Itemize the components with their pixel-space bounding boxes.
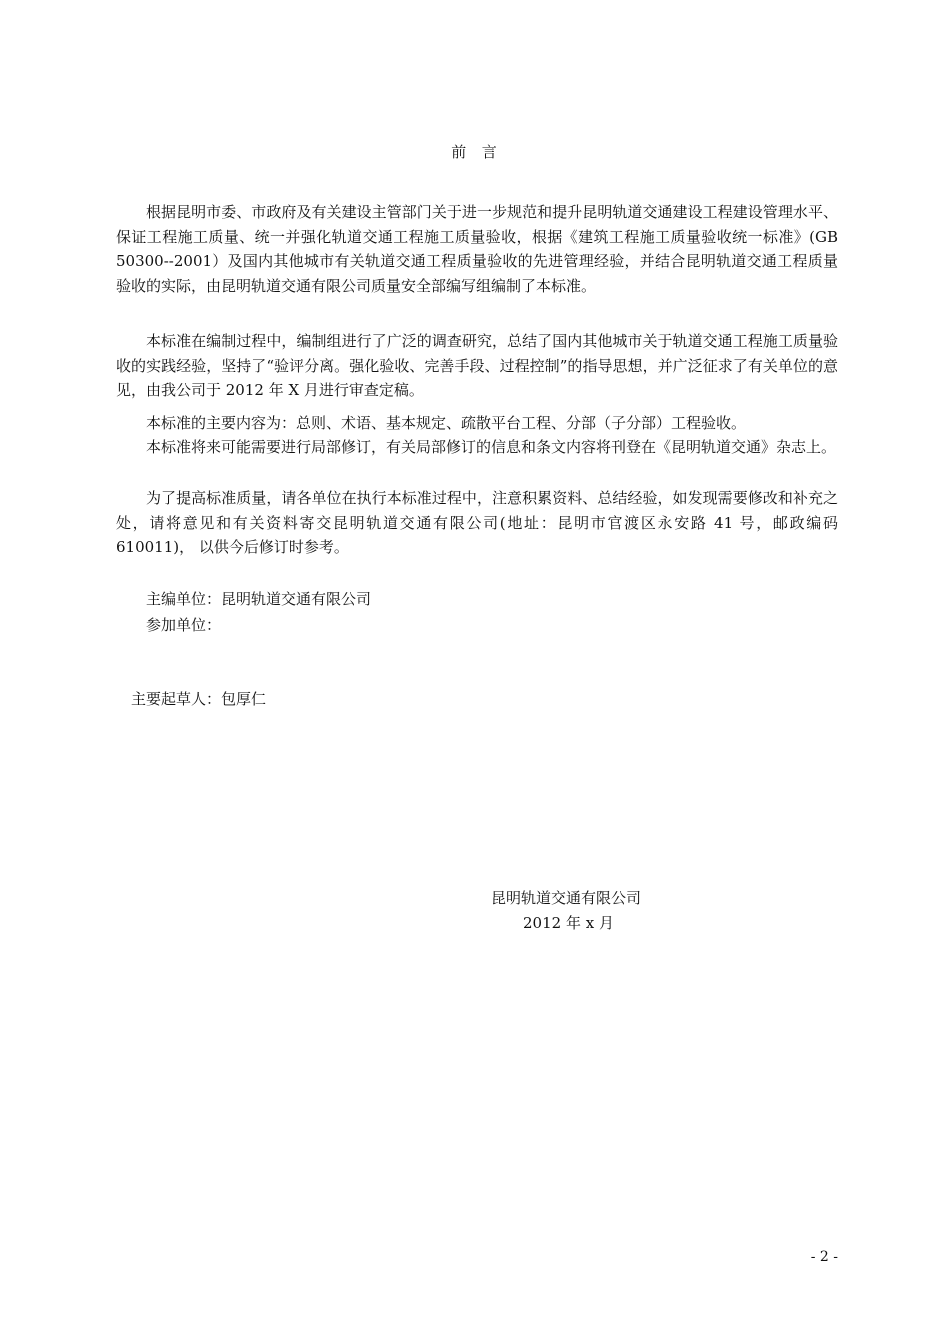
participating-unit: 参加单位： [146,616,222,634]
page-number: - 2 - [810,1249,838,1265]
page-title: 前 言 [451,143,499,161]
paragraph-compilation-process: 本标准在编制过程中，编制组进行了广泛的调查研究，总结了国内其他城市关于轨道交通工程施工质量验收的实践经验，坚持了“验评分离。强化验收、完善手段、过程控制”的指导思想，并广泛征求了有关单位的意见，由我公司于 2012 年 X 月进行审查定稿。 [116,332,838,399]
paragraph-main-contents: 本标准的主要内容为：总则、术语、基本规定、疏散平台工程、分部（子分部）工程验收。 [146,414,747,432]
signature-date: 2012 年 x 月 [523,914,614,932]
paragraph-feedback-request: 为了提高标准质量，请各单位在执行本标准过程中，注意积累资料、总结经验，如发现需要修改和补充之处，请将意见和有关资料寄交昆明轨道交通有限公司(地址：昆明市官渡区永安路 41 号，邮政编码 610011)， 以供今后修订时参考。 [116,489,838,556]
paragraph-revision-notice: 本标准将来可能需要进行局部修订，有关局部修订的信息和条文内容将刊登在《昆明轨道交通》杂志上。 [146,438,837,456]
signature-organization: 昆明轨道交通有限公司 [491,889,642,907]
chief-editor-unit: 主编单位：昆明轨道交通有限公司 [146,590,372,608]
main-drafter: 主要起草人：包厚仁 [131,690,267,708]
paragraph-background: 根据昆明市委、市政府及有关建设主管部门关于进一步规范和提升昆明轨道交通建设工程建设管理水平、保证工程施工质量、统一并强化轨道交通工程施工质量验收，根据《建筑工程施工质量验收统一标准》(GB 50300--2001）及国内其他城市有关轨道交通工程质量验收的先进管理经验，并结合昆明轨道交通工程质量验收的实际，由昆明轨道交通有限公司质量安全部编写组编制了本标准。 [116,203,838,295]
